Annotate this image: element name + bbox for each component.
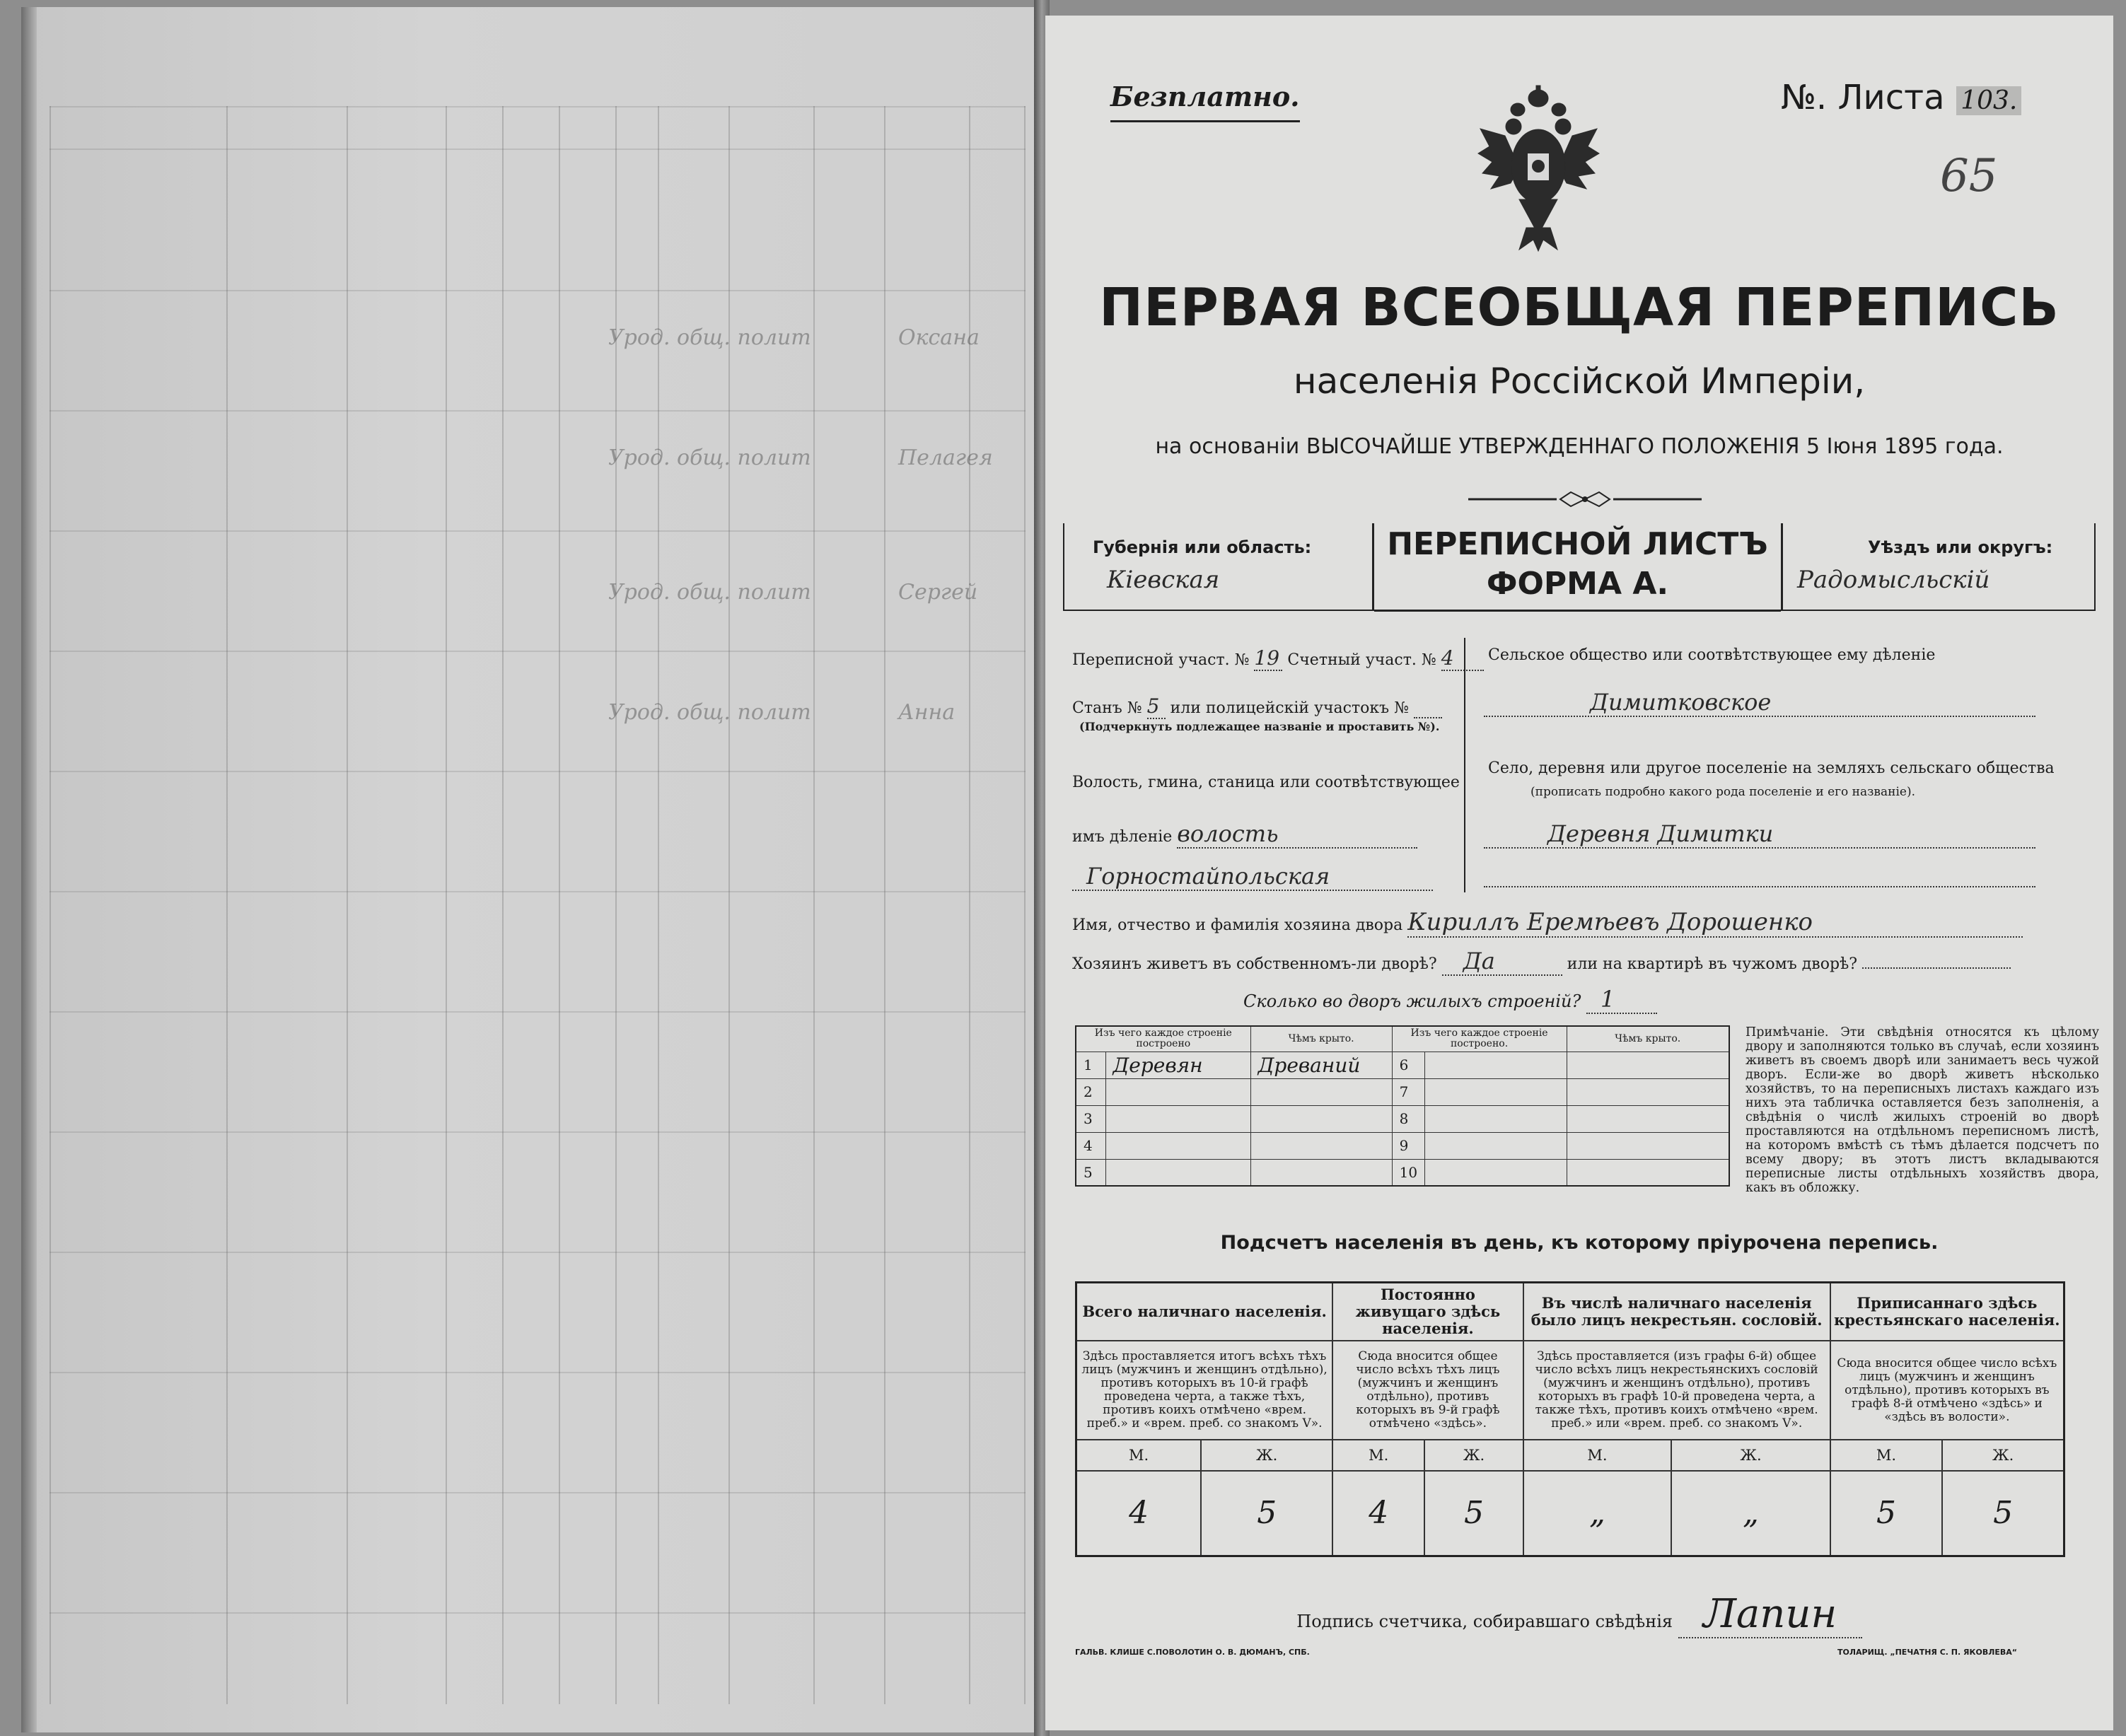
- row-number: 6: [1392, 1051, 1424, 1078]
- ghost-text: Анна: [898, 700, 955, 725]
- roof-cell: [1567, 1051, 1729, 1078]
- province-value: Кіевская: [1107, 566, 1220, 594]
- count-head-permanent: Постоянно живущаго здѣсь населенія.: [1332, 1283, 1523, 1341]
- district-label: Уѣздъ или округъ:: [1868, 537, 2053, 557]
- row-number: 8: [1392, 1105, 1424, 1132]
- material-cell: [1105, 1105, 1250, 1132]
- society-value: Димитковское: [1484, 689, 2035, 717]
- roof-cell: [1567, 1105, 1729, 1132]
- permanent-male-value: 4: [1332, 1471, 1424, 1556]
- roof-cell: [1250, 1159, 1392, 1186]
- sheet-number-label: №. Листа: [1781, 78, 1945, 117]
- female-label: Ж.: [1424, 1440, 1523, 1471]
- volost-line-2: [1072, 863, 1433, 891]
- row-number: 2: [1076, 1078, 1105, 1105]
- col-header-material-2: Изъ чего каждое строеніе построено.: [1392, 1026, 1567, 1051]
- printer-imprint-left: ГАЛЬВ. КЛИШЕ С.ПОВОЛОТИН О. В. ДЮМАНЪ, СПБ.: [1075, 1648, 1310, 1657]
- material-cell: [1425, 1078, 1567, 1105]
- col-header-material: Изъ чего каждое строеніе построено: [1076, 1026, 1250, 1051]
- census-form-page: [1045, 16, 2113, 1730]
- district-box: [1781, 523, 2096, 611]
- society-label: Сельское общество или соотвѣтствующее ему дѣленіе: [1488, 646, 1936, 664]
- margin-number: 65: [1940, 150, 1998, 202]
- census-section-value: 19: [1254, 646, 1282, 671]
- buildings-table: [1075, 1025, 1730, 1187]
- village-line: [1484, 820, 2035, 849]
- roof-cell: Древаний: [1250, 1051, 1392, 1078]
- rented-value: [1862, 967, 2011, 969]
- village-note: (прописать подробно какого рода поселеніе и его названіе).: [1530, 785, 1915, 799]
- province-box: [1063, 523, 1374, 611]
- col-header-roof: Чѣмъ крыто.: [1250, 1026, 1392, 1051]
- volost-value-2: Горностайпольская: [1072, 863, 1433, 891]
- roof-cell: [1250, 1078, 1392, 1105]
- female-label: Ж.: [1942, 1440, 2064, 1471]
- buildings-line: [1243, 986, 1657, 1014]
- imperial-eagle-icon: [1477, 83, 1601, 252]
- buildings-value: 1: [1586, 986, 1657, 1014]
- col-header-roof-2: Чѣмъ крыто.: [1567, 1026, 1729, 1051]
- material-cell: [1425, 1051, 1567, 1078]
- stan-label: Станъ №: [1072, 699, 1142, 717]
- permanent-female-value: 5: [1424, 1471, 1523, 1556]
- female-label: Ж.: [1671, 1440, 1830, 1471]
- ornament-divider-icon: [1468, 491, 1702, 508]
- row-number: 5: [1076, 1159, 1105, 1186]
- material-cell: [1425, 1159, 1567, 1186]
- signature-label: Подпись счетчика, собиравшаго свѣдѣнія: [1296, 1612, 1673, 1631]
- non-peasant-male-value: „: [1523, 1471, 1672, 1556]
- buildings-note: Примѣчаніе. Эти свѣдѣнія относятся къ цѣлому двору и заполняются только въ случаѣ, если хозяинъ живетъ въ своемъ дворѣ или занимаетъ весь чужой дворъ. Если-же во дворѣ живетъ нѣсколько хозяйствъ, то на переписныхъ листахъ каждаго изъ нихъ эта табличка оставляется безъ заполненія, а свѣдѣнія о числѣ жилыхъ строеній во дворѣ проставляются на отдѣльномъ переписномъ листѣ, на которомъ вмѣстѣ съ тѣмъ дѣлается подсчетъ по всему двору; въ этотъ листъ вкладываются переписные листы отдѣльныхъ хозяйствъ двора, какъ въ обложку.: [1745, 1025, 2099, 1195]
- row-number: 9: [1392, 1132, 1424, 1159]
- population-count-table: [1075, 1281, 2065, 1557]
- counting-section-value: 4: [1441, 646, 1484, 671]
- table-row: [1076, 1105, 1729, 1132]
- free-label: Безплатно.: [1110, 81, 1300, 112]
- signature-value: Лапин: [1678, 1591, 1862, 1638]
- form-title-rule: [1374, 610, 1781, 612]
- stan-line: [1072, 694, 1442, 719]
- buildings-label: Сколько во дворъ жилыхъ строеній?: [1243, 991, 1581, 1011]
- material-cell: [1105, 1078, 1250, 1105]
- society-line: [1484, 689, 2035, 717]
- left-page: [21, 7, 1040, 1732]
- roof-cell: [1567, 1159, 1729, 1186]
- total-female-value: 5: [1201, 1471, 1332, 1556]
- owner-value: Кириллъ Еремѣевъ Дорошенко: [1407, 908, 2023, 938]
- material-cell: [1425, 1105, 1567, 1132]
- stan-value: 5: [1147, 694, 1166, 719]
- ghost-text: Пелагея: [898, 445, 993, 470]
- yard-line: [1072, 948, 2011, 976]
- free-underline: [1110, 120, 1300, 122]
- census-section-line: [1072, 646, 1484, 671]
- roof-cell: [1250, 1132, 1392, 1159]
- owner-line: [1072, 908, 2023, 938]
- village-value: Деревня Димитки: [1484, 820, 2035, 849]
- main-title: ПЕРВАЯ ВСЕОБЩАЯ ПЕРЕПИСЬ: [1099, 277, 2060, 338]
- volost-value-1: волость: [1177, 820, 1417, 849]
- ghost-text: Урод. общ. полит: [608, 580, 811, 605]
- table-row: [1076, 1051, 1729, 1078]
- census-section-label: Переписной участ. №: [1072, 651, 1250, 669]
- count-head-non-peasant: Въ числѣ наличнаго населенія было лицъ некрестьян. сословій.: [1523, 1283, 1830, 1341]
- count-head-total: Всего наличнаго населенія.: [1076, 1283, 1333, 1341]
- row-number: 1: [1076, 1051, 1105, 1078]
- owner-label: Имя, отчество и фамилія хозяина двора: [1072, 916, 1403, 934]
- material-cell: [1425, 1132, 1567, 1159]
- ghost-text: Урод. общ. полит: [608, 325, 811, 350]
- row-number: 10: [1392, 1159, 1424, 1186]
- info-divider: [1464, 638, 1465, 892]
- district-value: Радомысльскій: [1797, 566, 1990, 594]
- non-peasant-female-value: „: [1671, 1471, 1830, 1556]
- male-label: М.: [1076, 1440, 1202, 1471]
- male-label: М.: [1523, 1440, 1672, 1471]
- table-row: [1076, 1078, 1729, 1105]
- ghost-text: Сергей: [898, 580, 978, 605]
- volost-label-2: имъ дѣленіе: [1072, 828, 1173, 846]
- ghost-text: Урод. общ. полит: [608, 445, 811, 470]
- row-number: 7: [1392, 1078, 1424, 1105]
- peasant-male-value: 5: [1830, 1471, 1943, 1556]
- village-line-2: [1484, 868, 2035, 887]
- volost-label-1: Волость, гмина, станица или соотвѣтствующее: [1072, 774, 1460, 791]
- form-title-line2: ФОРМА А.: [1486, 566, 1669, 602]
- male-label: М.: [1830, 1440, 1943, 1471]
- count-head-peasant: Приписаннаго здѣсь крестьянскаго населенія.: [1830, 1283, 2064, 1341]
- counting-section-label: Счетный участ. №: [1287, 651, 1436, 669]
- peasant-female-value: 5: [1942, 1471, 2064, 1556]
- ghost-text: Урод. общ. полит: [608, 700, 811, 725]
- police-label: или полицейскій участокъ №: [1170, 699, 1409, 717]
- form-title-line1: ПЕРЕПИСНОЙ ЛИСТЪ: [1387, 526, 1768, 562]
- legal-basis: на основаніи ВЫСОЧАЙШЕ УТВЕРЖДЕННАГО ПОЛОЖЕНІЯ 5 Іюня 1895 года.: [1155, 434, 2004, 459]
- roof-cell: [1567, 1078, 1729, 1105]
- table-row: [1076, 1132, 1729, 1159]
- sheet-number-value: 103.: [1956, 86, 2021, 115]
- female-label: Ж.: [1201, 1440, 1332, 1471]
- subtitle: населенія Россійской Имперіи,: [1293, 361, 1866, 402]
- row-number: 3: [1076, 1105, 1105, 1132]
- ghost-text: Оксана: [898, 325, 980, 350]
- total-male-value: 4: [1076, 1471, 1202, 1556]
- material-cell: [1105, 1132, 1250, 1159]
- count-title: Подсчетъ населенія въ день, къ которому пріурочена перепись.: [1220, 1232, 1939, 1254]
- sheet-number: [1781, 78, 2021, 117]
- underline-note: (Подчеркнуть подлежащее названіе и проставить №).: [1079, 720, 1440, 733]
- material-cell: [1105, 1159, 1250, 1186]
- roof-cell: [1567, 1132, 1729, 1159]
- count-desc-non-peasant: Здѣсь проставляется (изъ графы 6-й) общее число всѣхъ лицъ некрестьянскихъ сословій (мужчинъ и женщинъ отдѣльно), противъ которыхъ въ графѣ 10-й проведена черта, а также тѣхъ, противъ коихъ отмѣчено «врем. преб.» или «врем. преб. со знакомъ V».: [1523, 1341, 1830, 1440]
- count-desc-permanent: Сюда вносится общее число всѣхъ тѣхъ лицъ (мужчинъ и женщинъ отдѣльно), противъ которыхъ въ 9-й графѣ отмѣчено «здѣсь».: [1332, 1341, 1523, 1440]
- roof-cell: [1250, 1105, 1392, 1132]
- count-desc-peasant: Сюда вносится общее число всѣхъ лицъ (мужчинъ и женщинъ отдѣльно), противъ которыхъ въ графѣ 8-й отмѣчено «здѣсь» и «здѣсь въ волости».: [1830, 1341, 2064, 1440]
- province-label: Губернія или область:: [1093, 537, 1312, 557]
- material-cell: Деревян: [1105, 1051, 1250, 1078]
- own-yard-value: Да: [1442, 948, 1562, 976]
- count-desc-total: Здѣсь проставляется итогъ всѣхъ тѣхъ лицъ (мужчинъ и женщинъ отдѣльно), противъ которыхъ въ 10-й графѣ проведена черта, а также тѣхъ, противъ коихъ отмѣчено «врем. преб.» и «врем. преб. со знакомъ V».: [1076, 1341, 1333, 1440]
- male-label: М.: [1332, 1440, 1424, 1471]
- village-label: Село, деревня или другое поселеніе на земляхъ сельскаго общества: [1488, 759, 2055, 777]
- ghost-table-grid: [50, 106, 1026, 1704]
- printer-imprint-right: ТОЛАРИЩ. „ПЕЧАТНЯ С. П. ЯКОВЛЕВА“: [1837, 1648, 2017, 1657]
- rented-label: или на квартирѣ въ чужомъ дворѣ?: [1567, 955, 1858, 973]
- row-number: 4: [1076, 1132, 1105, 1159]
- form-title: [1374, 525, 1781, 604]
- own-yard-label: Хозяинъ живетъ въ собственномъ-ли дворѣ?: [1072, 955, 1437, 973]
- signature-line: [1045, 1591, 2113, 1638]
- volost-line: [1072, 820, 1417, 849]
- table-row: [1076, 1159, 1729, 1186]
